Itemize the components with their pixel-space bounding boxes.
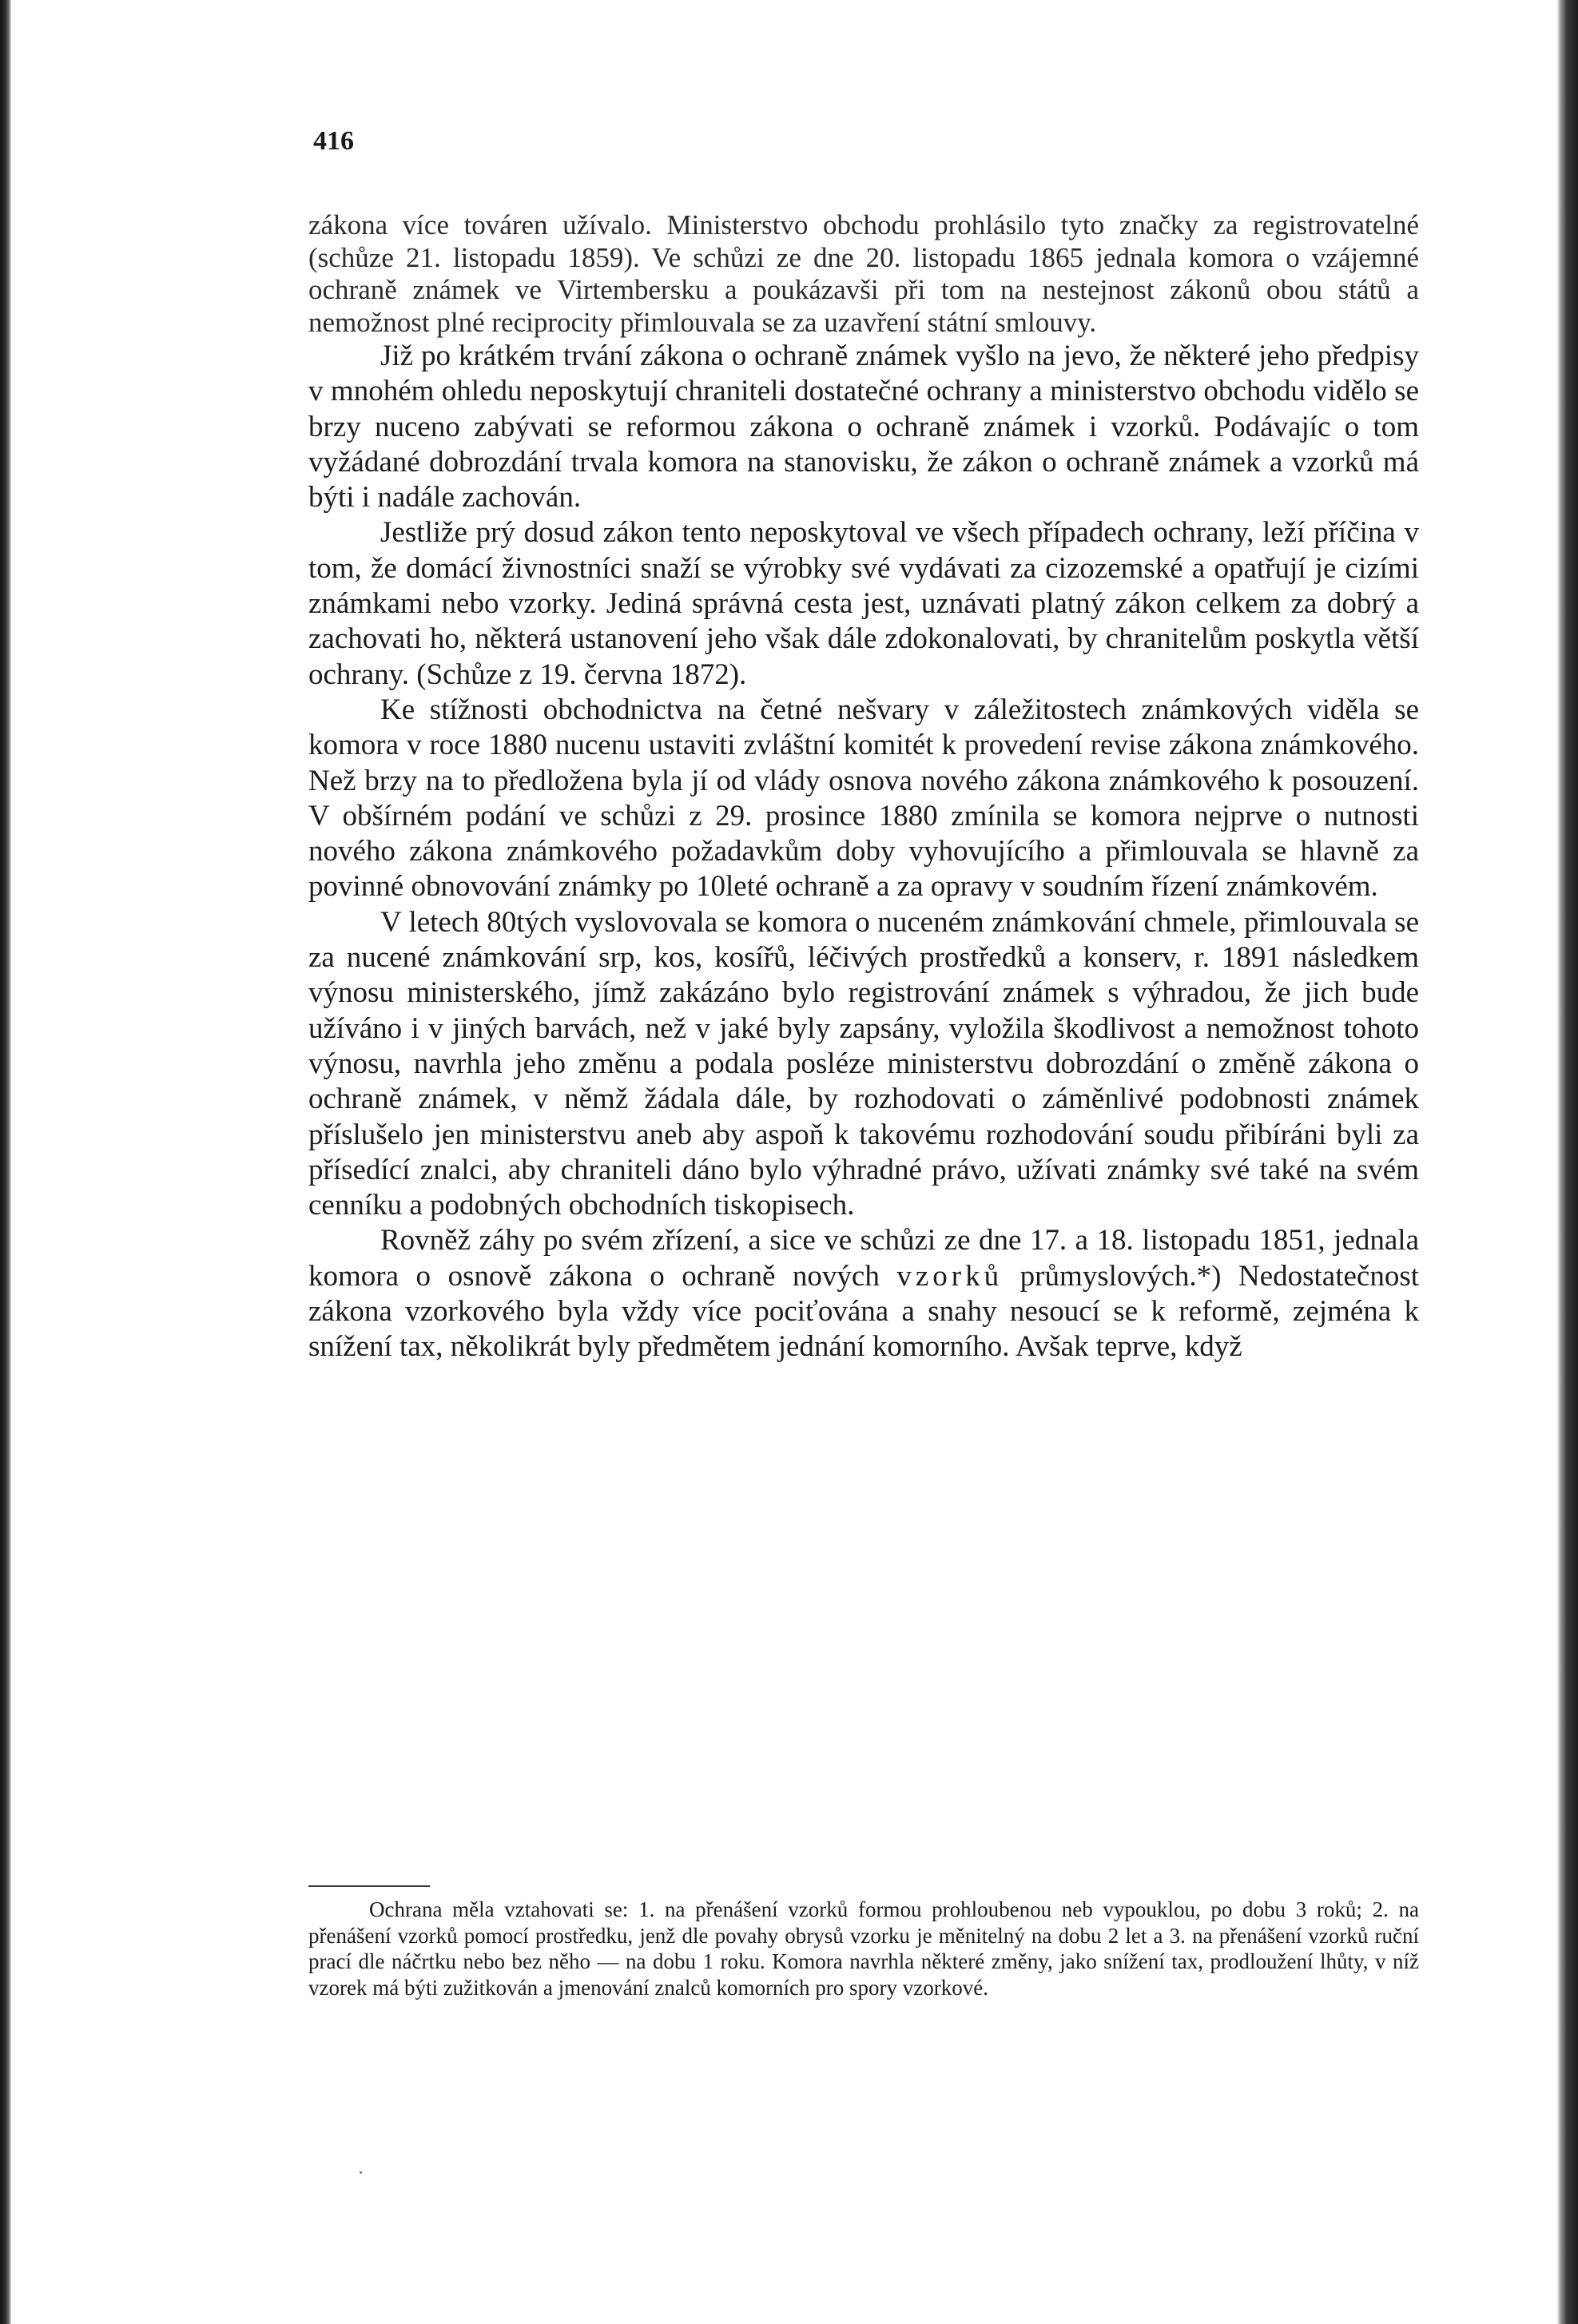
- paragraph-6: [308, 1223, 1419, 1365]
- scan-shadow-left: [0, 0, 11, 2324]
- footnote: Ochrana měla vztahovati se: 1. na přenášení vzorků formou prohloubenou neb vypouklou, po dobu 3 roků; 2. na přenášení vzorků pomocí prostředku, jenž dle povahy obrysů vzorku je měnitelný na dobu 2 let a 3. na přenášení vzorků ruční prací dle náčrtku nebo bez něho — na dobu 1 roku. Komora navrhla některé změny, jako snížení tax, prodloužení lhůty, v níž vzorek má býti zužitkován a jmenování znalců komorních pro spory vzorkové.: [308, 1897, 1419, 2000]
- footnote-divider: [308, 1885, 430, 1887]
- scan-speck: [360, 2171, 362, 2174]
- paragraph-4: Ke stížnosti obchodnictva na četné nešvary v záležitostech známkových viděla se komora v roce 1880 nucenu ustaviti zvláštní komitét k provedení revise zákona známkového. Než brzy na to předložena byla jí od vlády osnova nového zákona známkového k posouzení. V obšírném podání ve schůzi z 29. prosince 1880 zmínila se komora nejprve o nutnosti nového zákona známkového požadavkům doby vyhovujícího a přimlouvala se hlavně za povinné obnovování známky po 10leté ochraně a za opravy v soudním řízení známkovém.: [308, 693, 1419, 904]
- paragraph-1: zákona více továren užívalo. Ministerstvo obchodu prohlásilo tyto značky za registrovatelné (schůze 21. listopadu 1859). Ve schůzi ze dne 20. listopadu 1865 jednala komora o vzájemné ochraně známek ve Virtembersku a poukázavši při tom na nestejnost zákonů obou států a nemožnost plné reciprocity přimlouvala se za uzavření státní smlouvy.: [308, 209, 1419, 338]
- main-text: [308, 209, 1419, 1365]
- page-number: 416: [313, 126, 354, 156]
- scan-shadow-right: [1557, 0, 1578, 2324]
- paragraph-6-end: průmyslových.*) Nedostatečnost zákona vzorkového byla vždy více pociťována a snahy nesoucí se k reformě, zejména k snížení tax, několikrát byly předmětem jednání komorního. Avšak teprve, když: [308, 1259, 1420, 1364]
- paragraph-5: V letech 80tých vyslovovala se komora o nuceném známkování chmele, přimlouvala se za nucené známkování srp, kos, kosířů, léčivých prostředků a konserv, r. 1891 následkem výnosu ministerského, jímž zakázáno bylo registrování známek s výhradou, že jich bude užíváno i v jiných barvách, než v jaké byly zapsány, vyložila škodlivost a nemožnost tohoto výnosu, navrhla jeho změnu a podala posléze ministerstvu dobrozdání o změně zákona o ochraně známek, v němž žádala dále, by rozhodovati o záměnlivé podobnosti známek příslušelo jen ministerstvu aneb aby aspoň k takovému rozhodování soudu přibíráni byli za přísedící znalci, aby chraniteli dáno bylo výhradné právo, užívati známky své také na svém cenníku a podobných obchodních tiskopisech.: [308, 905, 1419, 1222]
- spaced-term-vzorku: vzorků: [896, 1259, 1004, 1293]
- paragraph-3: Jestliže prý dosud zákon tento neposkytoval ve všech případech ochrany, leží příčina v tom, že domácí živnostníci snaží se výrobky své vydávati za cizozemské a opatřují je cizími známkami nebo vzorky. Jediná správná cesta jest, uznávati platný zákon celkem za dobrý a zachovati ho, některá ustanovení jeho však dále zdokonalovati, by chranitelům poskytla větší ochrany. (Schůze z 19. června 1872).: [308, 516, 1419, 691]
- paragraph-6-start: Rovněž záhy po svém zřízení, a sice ve schůzi ze dne 17. a 18. listopadu 1851, jednala komora o osnově zákona o ochraně nových: [308, 1224, 1419, 1293]
- paragraph-2: Již po krátkém trvání zákona o ochraně známek vyšlo na jevo, že některé jeho předpisy v mnohém ohledu neposkytují chraniteli dostatečné ochrany a ministerstvo obchodu vidělo se brzy nuceno zabývati se reformou zákona o ochraně známek i vzorků. Podávajíc o tom vyžádané dobrozdání trvala komora na stanovisku, že zákon o ochraně známek a vzorků má býti i nadále zachován.: [308, 340, 1419, 514]
